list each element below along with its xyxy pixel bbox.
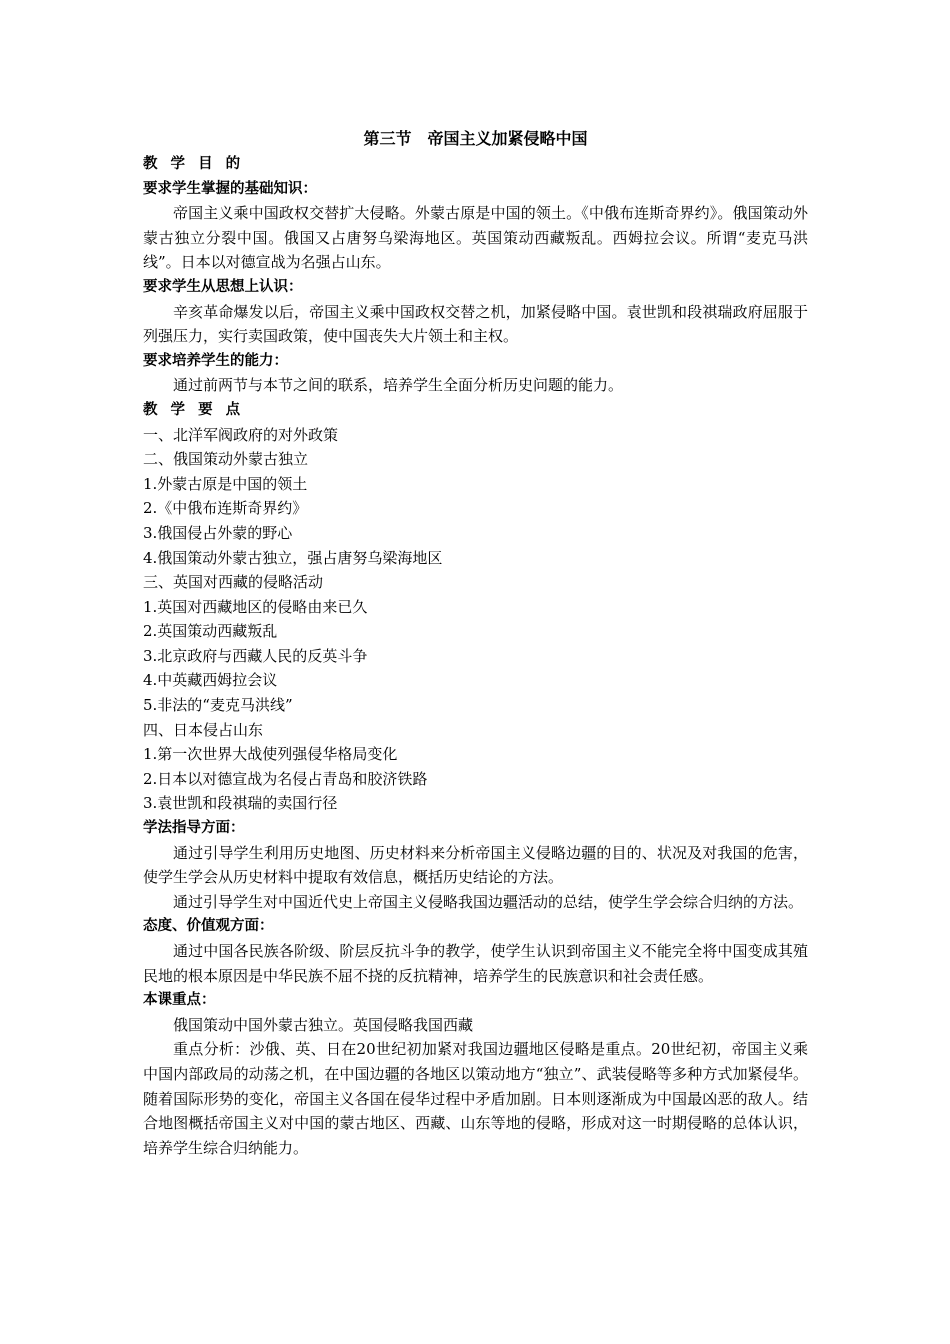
ability-heading: 要求培养学生的能力： <box>143 352 288 369</box>
attitude-paragraph: 通过中国各民族各阶级、阶层反抗斗争的教学，使学生认识到帝国主义不能完全将中国变成其殖民地的根本原因是中华民族不屈不挠的反抗精神，培养学生的民族意识和社会责任感。 <box>143 942 808 985</box>
document-page <box>143 126 808 1160</box>
outline-item: 四、日本侵占山东 <box>143 720 264 739</box>
analysis-paragraph: 重点分析：沙俄、英、日在20世纪初加紧对我国边疆地区侵略是重点。20世纪初，帝国主义乘中国内部政局的动荡之机，在中国边疆的各地区以策动地方“独立”、武装侵略等多种方式加紧侵华。随着国际形势的变化，帝国主义各国在侵华过程中矛盾加剧。日本则逐渐成为中国最凶恶的敌人。结合地图概括帝国主义对中国的蒙古地区、西藏、山东等地的侵略，形成对这一时期侵略的总体认识，培养学生综合归纳能力。 <box>143 1040 808 1157</box>
goals-heading: 教 学 目 的 <box>143 156 245 172</box>
outline-item: 2.日本以对德宣战为名侵占青岛和胶济铁路 <box>143 769 428 788</box>
outline-list <box>143 423 808 817</box>
outline-item: 1.英国对西藏地区的侵略由来已久 <box>143 597 368 616</box>
thought-paragraph: 辛亥革命爆发以后，帝国主义乘中国政权交替之机，加紧侵略中国。袁世凯和段祺瑞政府屈服于列强压力，实行卖国政策，使中国丧失大片领土和主权。 <box>143 302 808 346</box>
outline-item: 3.俄国侵占外蒙的野心 <box>143 523 293 542</box>
points-heading: 教 学 要 点 <box>143 401 245 418</box>
outline-item: 5.非法的“麦克马洪线” <box>143 696 293 715</box>
outline-item: 4.俄国策动外蒙古独立，强占唐努乌梁海地区 <box>143 548 443 567</box>
outline-item: 1.第一次世界大战使列强侵华格局变化 <box>143 745 398 764</box>
focus-heading: 本课重点： <box>143 992 216 1009</box>
attitude-heading: 态度、价值观方面： <box>143 918 274 935</box>
focus-paragraph: 俄国策动中国外蒙古独立。英国侵略我国西藏 <box>173 1015 474 1034</box>
method-paragraph-1: 通过引导学生利用历史地图、历史材料来分析帝国主义侵略边疆的目的、状况及对我国的危害，使学生学会从历史材料中提取有效信息，概括历史结论的方法。 <box>143 843 808 887</box>
outline-item: 1.外蒙古原是中国的领土 <box>143 474 308 493</box>
outline-item: 一、北洋军阀政府的对外政策 <box>143 425 339 444</box>
thought-heading: 要求学生从思想上认识： <box>143 278 303 295</box>
outline-item: 2.《中俄布连斯奇界约》 <box>143 499 308 518</box>
knowledge-paragraph: 帝国主义乘中国政权交替扩大侵略。外蒙古原是中国的领土。《中俄布连斯奇界约》。俄国策动外蒙古独立分裂中国。俄国又占唐努乌梁海地区。英国策动西藏叛乱。西姆拉会议。所谓“麦克马洪线”。日本以对德宣战为名强占山东。 <box>143 204 808 272</box>
knowledge-heading: 要求学生掌握的基础知识： <box>143 180 317 197</box>
outline-item: 4.中英藏西姆拉会议 <box>143 671 278 690</box>
outline-item: 3.袁世凯和段祺瑞的卖国行径 <box>143 794 338 813</box>
outline-item: 三、英国对西藏的侵略活动 <box>143 573 324 592</box>
page-title: 第三节 帝国主义加紧侵略中国 <box>363 129 588 148</box>
outline-item: 二、俄国策动外蒙古独立 <box>143 450 309 469</box>
outline-item: 3.北京政府与西藏人民的反英斗争 <box>143 646 368 665</box>
outline-item: 2.英国策动西藏叛乱 <box>143 622 278 641</box>
method-paragraph-2: 通过引导学生对中国近代史上帝国主义侵略我国边疆活动的总结，使学生学会综合归纳的方法。 <box>173 892 804 911</box>
method-heading: 学法指导方面： <box>143 820 245 837</box>
ability-paragraph: 通过前两节与本节之间的联系，培养学生全面分析历史问题的能力。 <box>173 376 624 395</box>
